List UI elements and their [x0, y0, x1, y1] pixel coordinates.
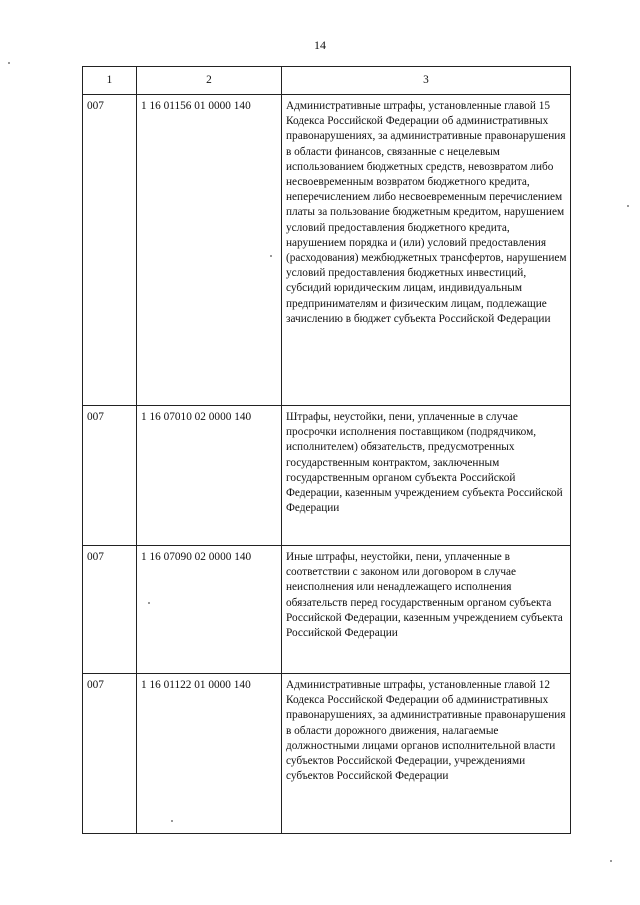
- description-cell: Административные штрафы, установленные главой 12 Кодекса Российской Федерации об административных правонарушениях, за административные правонарушения в области дорожного движения, налагаемые должностными лицами органов исполнительной власти субъектов Российской Федерации, учреждениями субъектов Российской Федерации: [282, 674, 571, 834]
- column-header-1: 1: [83, 67, 137, 95]
- table-row: [83, 95, 571, 406]
- scan-speck: [171, 820, 173, 822]
- admin-code-cell: 007: [83, 546, 137, 674]
- page-number: 14: [314, 38, 326, 52]
- column-header-2: 2: [137, 67, 282, 95]
- table-row: [83, 546, 571, 674]
- budget-code-cell: 1 16 01122 01 0000 140: [137, 674, 282, 834]
- budget-code-cell: 1 16 07010 02 0000 140: [137, 406, 282, 546]
- admin-code-cell: 007: [83, 406, 137, 546]
- budget-codes-table: [82, 66, 571, 834]
- scan-speck: [270, 255, 272, 257]
- column-header-3: 3: [282, 67, 571, 95]
- admin-code-cell: 007: [83, 674, 137, 834]
- description-cell: Административные штрафы, установленные главой 15 Кодекса Российской Федерации об административных правонарушениях, за административные правонарушения в области финансов, связанные с нецелевым использованием бюджетных средств, невозвратом либо несвоевременным возвратом бюджетного кредита, неперечислением либо несвоевременным перечислением платы за пользование бюджетным кредитом, нарушением условий предоставления бюджетного кредита, нарушением порядка и (или) условий предоставления (расходования) межбюджетных трансфертов, нарушением условий предоставления бюджетных инвестиций, субсидий юридическим лицам, индивидуальным предпринимателям и физическим лицам, подлежащие зачислению в бюджет субъекта Российской Федерации: [282, 95, 571, 406]
- scan-speck: [8, 62, 10, 64]
- scan-speck: [148, 602, 150, 604]
- admin-code-cell: 007: [83, 95, 137, 406]
- scan-speck: [627, 205, 629, 207]
- description-cell: Штрафы, неустойки, пени, уплаченные в случае просрочки исполнения поставщиком (подрядчиком, исполнителем) обязательств, предусмотренных государственным контрактом, заключенным государственным органом субъекта Российской Федерации, казенным учреждением субъекта Российской Федерации: [282, 406, 571, 546]
- description-cell: Иные штрафы, неустойки, пени, уплаченные в соответствии с законом или договором в случае неисполнения или ненадлежащего исполнения обязательств перед государственным органом субъекта Российской Федерации, казенным учреждением субъекта Российской Федерации: [282, 546, 571, 674]
- table-header-row: [83, 67, 571, 95]
- scan-speck: [610, 860, 612, 862]
- table-row: [83, 406, 571, 546]
- table-row: [83, 674, 571, 834]
- budget-code-cell: 1 16 07090 02 0000 140: [137, 546, 282, 674]
- budget-code-cell: 1 16 01156 01 0000 140: [137, 95, 282, 406]
